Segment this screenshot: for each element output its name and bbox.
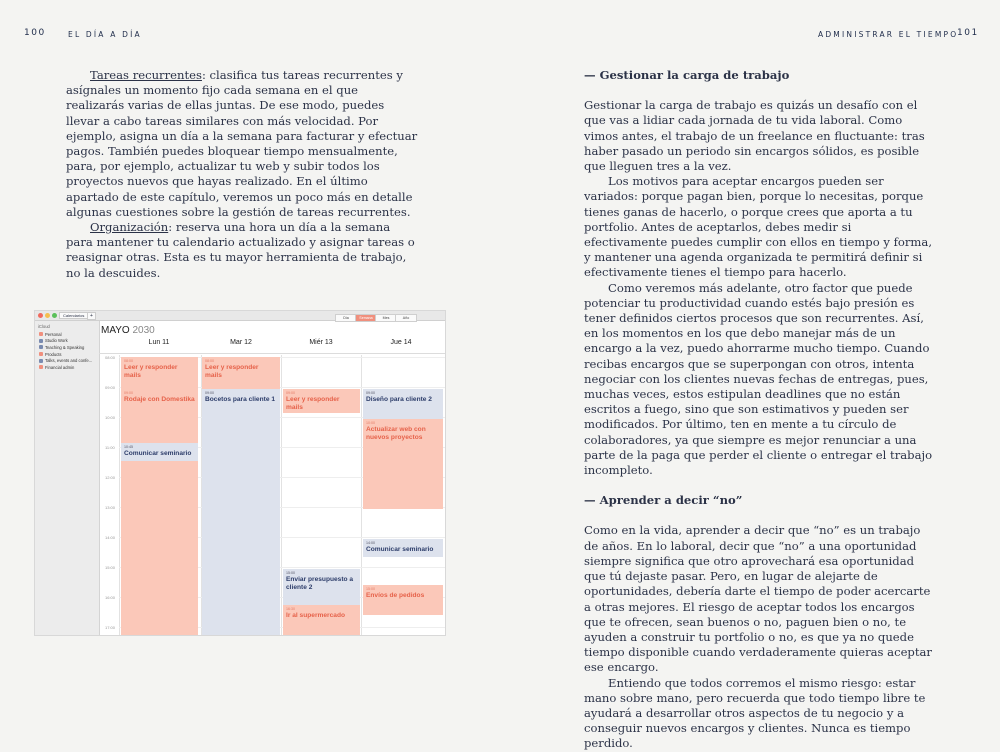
hour-label: 11:00 (105, 445, 115, 450)
hour-label: 09:00 (105, 385, 116, 390)
paragraph-say-no-1: Como en la vida, aprender a decir que “no” es un trabajo de años. En lo laboral, decir que “no” a una oportunidad siempre significa que otro aprovechará esa oportunidad que tú dejaste pasar. Pero, en lugar de alejarte de oportunidades, debería darte el tiempo de poder acercarte a otras mejores. El riesgo de aceptar todos los encargos que te ofrecen, sean buenos o no, paguen bien o no, te ayuden a construir tu portfolio o no, es que ya no quede tiempo disponible cuando verdaderamente quieras aceptar ese encargo. (584, 523, 932, 675)
paragraph-workload-1: Gestionar la carga de trabajo es quizás un desafío con el que vas a lidiar cada jornada de tu vida laboral. Como vimos antes, el trabajo de un freelance en fluctuante: tras haber pasado un periodo sin encargos sólidos, es posible que lleguen tres a la vez. (584, 98, 925, 174)
checkbox-icon[interactable] (39, 345, 43, 349)
hour-label: 16:00 (105, 595, 116, 600)
event-title: Enviar presupuesto a cliente 2 (286, 576, 354, 591)
calendar-toolbar (35, 311, 445, 321)
hour-label: 14:00 (105, 535, 116, 540)
event-time: 09:00 (286, 391, 295, 395)
hour-label: 12:00 (105, 475, 116, 480)
zoom-icon[interactable] (52, 313, 57, 318)
sidebar-calendar-item[interactable] (35, 331, 99, 338)
running-head-left: EL DÍA A DÍA (68, 30, 142, 39)
add-event-icon[interactable]: + (87, 312, 96, 320)
event-thu-diseno[interactable] (363, 389, 443, 419)
day-header-wed: Miér 13 (309, 339, 333, 346)
day-header-mon: Lun 11 (148, 339, 170, 346)
event-title: Actualizar web con nuevos proyectos (366, 426, 426, 441)
sidebar-calendar-item[interactable] (35, 364, 99, 371)
sidebar-calendar-label: Products (45, 351, 62, 357)
view-day[interactable]: Día (335, 314, 357, 322)
event-time: 09:00 (366, 391, 375, 395)
event-title: Leer y responder mails (124, 364, 178, 379)
event-time: 10:00 (366, 421, 375, 425)
header-divider (99, 353, 445, 354)
event-mon-block[interactable] (121, 461, 198, 635)
page-number-left: 100 (24, 28, 46, 38)
sidebar-calendar-label: Financial admin (45, 364, 75, 370)
event-title: Diseño para cliente 2 (366, 396, 432, 403)
calendars-button[interactable]: Calendarios (59, 312, 88, 319)
event-title: Envíos de pedidos (366, 592, 425, 599)
hour-label: 15:00 (105, 565, 116, 570)
event-thu-seminario[interactable] (363, 539, 443, 557)
event-time: 14:00 (366, 541, 375, 545)
year-label: 2030 (132, 325, 155, 336)
checkbox-icon[interactable] (39, 359, 43, 363)
event-time: 09:00 (205, 391, 214, 395)
event-time: 10:45 (124, 445, 133, 449)
sidebar-header: iCloud (38, 324, 50, 329)
heading-workload: — Gestionar la carga de trabajo (584, 68, 790, 82)
month-name: MAYO (101, 325, 130, 336)
hour-label: 17:00 (105, 625, 116, 630)
event-mon-mails[interactable] (121, 357, 198, 389)
event-time: 15:00 (366, 587, 375, 591)
paragraph-workload-2: Los motivos para aceptar encargos pueden ser variados: porque pagan bien, porque lo necesitas, porque tienes ganas de hacerlo, o porque crees que aporta a tu portfolio. Antes de aceptarlos, debes medir si efectivamente puedes cumplir con ellos en tiempo y forma, y mantener una agenda organizada te permitirá definir si efectivamente tienes el tiempo para hacerlo. (584, 174, 933, 280)
event-mon-seminario[interactable] (121, 443, 198, 461)
term-recurring-tasks: Tareas recurrentes (90, 68, 202, 82)
view-month[interactable]: Mes (375, 314, 397, 322)
event-time: 08:00 (205, 359, 214, 363)
event-tue-bocetos[interactable] (202, 389, 280, 635)
event-time: 09:00 (124, 391, 133, 395)
event-title: Comunicar seminario (366, 546, 434, 553)
event-title: Comunicar seminario (124, 450, 192, 457)
close-icon[interactable] (38, 313, 43, 318)
event-wed-presupuesto[interactable] (283, 569, 360, 605)
right-body (584, 68, 934, 752)
checkbox-icon[interactable] (39, 352, 43, 356)
text-recurring-tasks: : clasifica tus tareas recurrentes y asígnales un momento fijo cada semana en el que realizarás varias de ellas juntas. De ese modo, puedes llevar a cabo tareas similares con más velocidad. Por ejemplo, asigna un día a la semana para facturar y efectuar pagos. También puedes bloquear tiempo mensualmente, para, por ejemplo, actualizar tu web y subir todos los proyectos nuevos que hayas realizado. En el último apartado de este capítulo, veremos un poco más en detalle algunas cuestiones sobre la gestión de tareas recurrentes. (66, 68, 418, 219)
view-year[interactable]: Año (395, 314, 417, 322)
running-head-right: ADMINISTRAR EL TIEMPO (818, 30, 959, 39)
sidebar-calendar-item[interactable] (35, 357, 99, 364)
event-title: Ir al supermercado (286, 612, 346, 619)
event-wed-supermercado[interactable] (283, 605, 360, 635)
left-body (66, 68, 418, 281)
hour-label: 13:00 (105, 505, 116, 510)
event-mon-rodaje[interactable] (121, 389, 198, 443)
text-organization: : reserva una hora un día a la semana para mantener tu calendario actualizado y asignar tareas o reasignar otras. Esta es tu mayor herramienta de trabajo, no la descuides. (66, 220, 415, 280)
page-number-right: 101 (957, 28, 979, 38)
paragraph-recurring-tasks (66, 68, 418, 220)
day-header-tue: Mar 12 (230, 339, 252, 346)
term-organization: Organización (90, 220, 169, 235)
event-title: Leer y responder mails (205, 364, 259, 379)
sidebar-calendar-item[interactable] (35, 351, 99, 358)
event-thu-web[interactable] (363, 419, 443, 509)
day-header-thu: Jue 14 (390, 339, 412, 346)
event-thu-envios[interactable] (363, 585, 443, 615)
checkbox-icon[interactable] (39, 332, 43, 336)
paragraph-workload-3: Como veremos más adelante, otro factor que puede potenciar tu productividad cuando estés bajo presión es tener definidos ciertos procesos que son recurrentes. Así, en los momentos en los que debo manejar más de un encargo a la vez, puedo ahorrarme mucho tiempo. Cuando recibas encargos que se superpongan con otros, intenta negociar con los clientes nuevas fechas de entregas, pues, muchas veces, estos estipulan deadlines que no están escritos a fuego, sino que son estimativos y pueden ser modificados. Por último, ten en mente a tu círculo de colaboradores, ya que siempre es mejor renunciar a una parte de la paga que perder el cliente o entregar el trabajo incompleto. (584, 280, 933, 478)
paragraph-say-no-2: Entiendo que todos corremos el mismo riesgo: estar mano sobre mano, pero recuerda que todo tiempo libre te ayudará a desarrollar otros aspectos de tu negocio y a conseguir nuevos encargos y clientes. Nunca es tiempo perdido. (584, 675, 926, 751)
sidebar-calendar-label: Teaching & Speaking (45, 344, 85, 350)
hour-label: 08:00 (105, 355, 116, 360)
sidebar-calendar-label: Studio Work (45, 338, 68, 344)
minimize-icon[interactable] (45, 313, 50, 318)
event-title: Bocetos para cliente 1 (205, 396, 275, 403)
view-week[interactable]: Semana (355, 314, 377, 322)
event-wed-mails[interactable] (283, 389, 360, 413)
event-title: Rodaje con Domestika (124, 396, 195, 403)
event-tue-mails[interactable] (202, 357, 280, 389)
sidebar-calendar-item[interactable] (35, 344, 99, 351)
paragraph-organization (66, 220, 418, 281)
sidebar-calendar-label: Personal (45, 331, 62, 337)
checkbox-icon[interactable] (39, 365, 43, 369)
sidebar-calendar-label: Talks, events and confe... (45, 358, 93, 364)
calendar-screenshot (34, 310, 446, 636)
event-time: 08:00 (124, 359, 133, 363)
hour-label: 10:00 (105, 415, 116, 420)
sidebar-calendar-item[interactable] (35, 338, 99, 345)
event-time: 16:30 (286, 607, 295, 611)
event-title: Leer y responder mails (286, 396, 340, 411)
event-time: 15:00 (286, 571, 295, 575)
checkbox-icon[interactable] (39, 339, 43, 343)
heading-say-no: — Aprender a decir “no” (584, 493, 743, 508)
calendar-sidebar (35, 321, 100, 635)
month-title (101, 325, 155, 336)
